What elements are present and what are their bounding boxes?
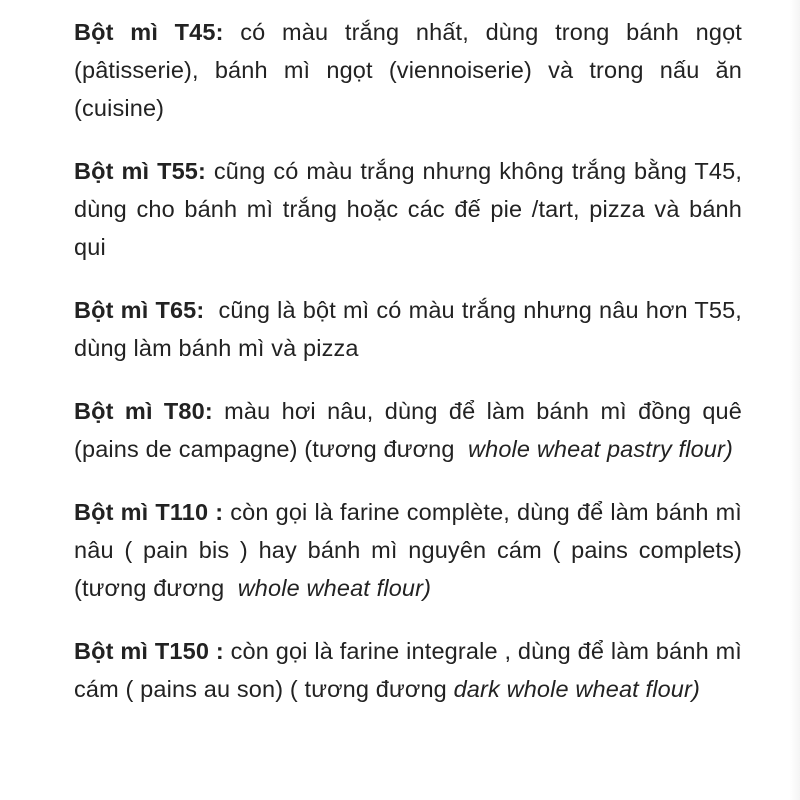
entry-description: cũng là bột mì có màu trắng nhưng nâu hơn T55, dùng làm bánh mì và pizza — [74, 297, 749, 361]
entry-equivalent: whole wheat flour) — [237, 575, 432, 601]
flour-types-document — [74, 13, 749, 708]
entry-term: Bột mì T80: — [74, 398, 213, 424]
entry-t45 — [74, 13, 742, 127]
entry-term: Bột mì T45: — [74, 19, 224, 45]
page-edge-shadow — [790, 0, 800, 800]
entry-term: Bột mì T150 : — [74, 638, 224, 664]
entry-t65 — [74, 291, 749, 367]
entry-term: Bột mì T110 : — [74, 499, 224, 525]
entry-term: Bột mì T65: — [74, 297, 205, 323]
entry-term: Bột mì T55: — [74, 158, 207, 184]
entry-t55 — [74, 152, 742, 266]
entry-t150 — [74, 632, 742, 708]
entry-equivalent: whole wheat pastry flour) — [467, 436, 733, 462]
entry-description: cũng có màu trắng nhưng không trắng bằng T45, dùng cho bánh mì trắng hoặc các đế pie /tart, pizza và bánh qui — [74, 158, 743, 260]
entry-description: màu hơi nâu, dùng để làm bánh mì đồng quê (pains de campagne) (tương đương — [74, 398, 749, 462]
entry-t110 — [74, 493, 749, 607]
entry-t80 — [74, 392, 749, 468]
entry-description: có màu trắng nhất, dùng trong bánh ngọt (pâtisserie), bánh mì ngọt (viennoiserie) và trong nấu ăn (cuisine) — [74, 19, 742, 121]
entry-equivalent: dark whole wheat flour) — [453, 676, 700, 702]
entry-description: còn gọi là farine complète, dùng để làm bánh mì nâu ( pain bis ) hay bánh mì nguyên cám ( pains complets) (tương đương — [74, 499, 749, 601]
entry-description: còn gọi là farine integrale , dùng để làm bánh mì cám ( pains au son) ( tương đương — [74, 638, 742, 702]
